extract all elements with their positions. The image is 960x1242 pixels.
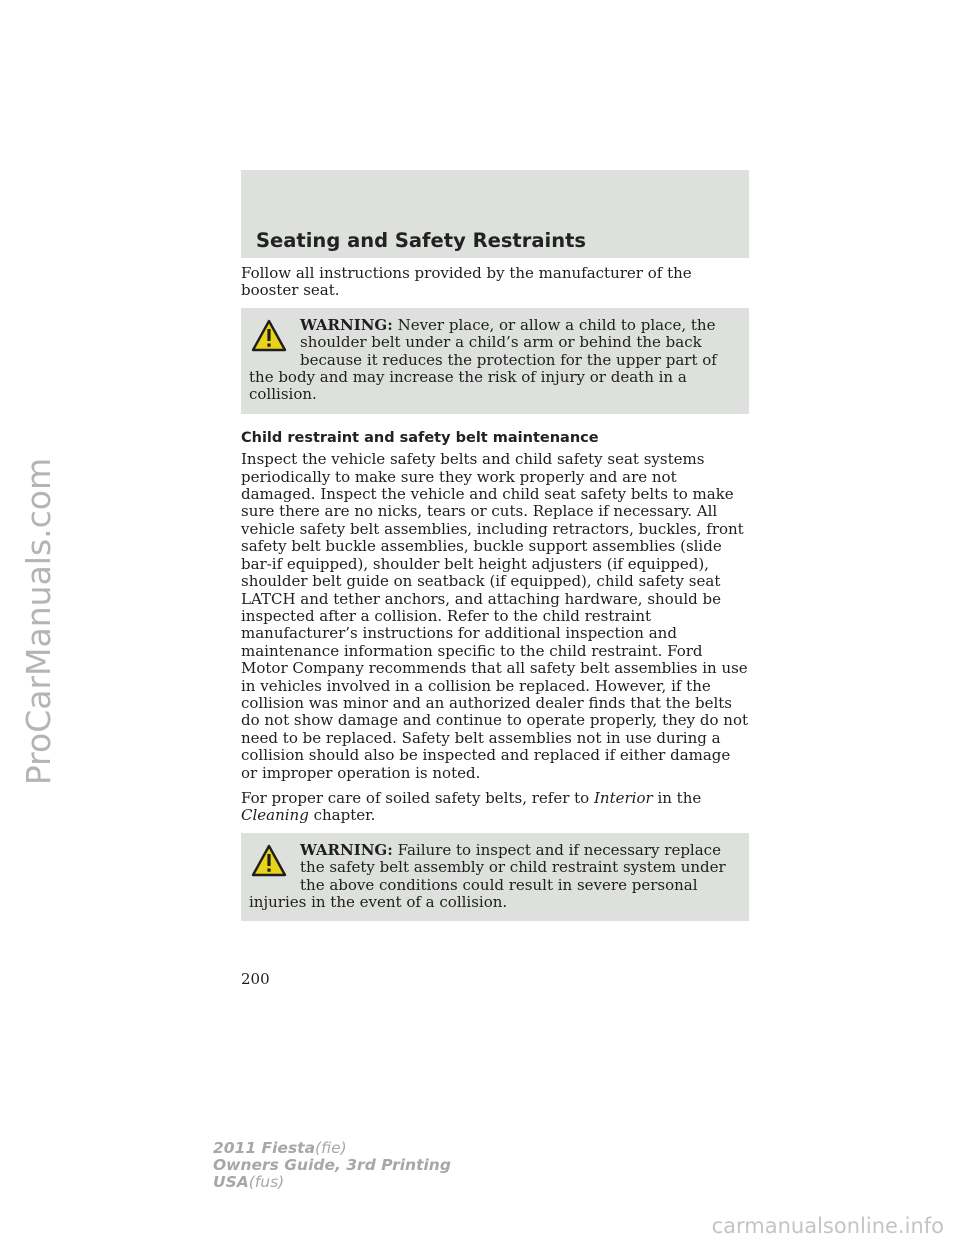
footer-market: USA: [213, 1173, 249, 1191]
footer-imprint: [213, 1140, 451, 1191]
warning-box-1: [241, 308, 749, 414]
care-mid: in the: [657, 788, 702, 807]
page-title: Seating and Safety Restraints: [256, 229, 587, 252]
section-heading: Child restraint and safety belt maintenance: [241, 429, 599, 446]
maintenance-paragraph: Inspect the vehicle safety belts and child safety seat systems periodically to make sure they work properly and are not damaged. Inspect the vehicle and child seat safety belts to make sure there are no nicks, tears or cuts. Replace if necessary. All vehicle safety belt assemblies, including retractors, buckles, front safety belt buckle assemblies, buckle support assemblies (slide bar-if equipped), shoulder belt height adjusters (if equipped), shoulder belt guide on seatback (if equipped), child safety seat LATCH and tether anchors, and attaching hardware, should be inspected after a collision. Refer to the child restraint manufacturer’s instructions for additional inspection and maintenance information specific to the child restraint. Ford Motor Company recommends that all safety belt assemblies in use in vehicles involved in a collision be replaced. However, if the collision was minor and an authorized dealer finds that the belts do not show damage and continue to operate properly, they do not need to be replaced. Safety belt assemblies not in use during a collision should also be inspected and replaced if either damage or improper operation is noted.: [241, 450, 749, 782]
footer-model-code: (fie): [315, 1139, 347, 1157]
side-watermark: [14, 0, 64, 1242]
page-content: [241, 265, 749, 937]
care-paragraph: [241, 790, 749, 825]
care-prefix: For proper care of soiled safety belts, refer to: [241, 788, 590, 807]
footer-model: 2011 Fiesta: [213, 1139, 316, 1157]
warning-text: Never place, or allow a child to place, the shoulder belt under a child’s arm or behind the back because it reduces the protection for the upper part of the body and may increase the risk of injury or death in a collision.: [249, 315, 717, 404]
side-watermark-text: ProCarManuals.com: [19, 457, 59, 785]
warning-text: Failure to inspect and if necessary replace the safety belt assembly or child restraint system under the above conditions could result in severe personal injuries in the event of a collision.: [249, 840, 726, 911]
page-number: 200: [241, 970, 270, 988]
interior-reference: Interior: [594, 788, 653, 807]
cleaning-reference: Cleaning: [241, 806, 309, 825]
footer-edition: Owners Guide, 3rd Printing: [213, 1156, 451, 1174]
bottom-watermark: carmanualsonline.info: [711, 1214, 944, 1238]
footer-market-code: (fus): [248, 1173, 285, 1191]
warning-label: WARNING:: [300, 840, 393, 859]
care-suffix: chapter.: [313, 806, 376, 825]
warning-triangle-icon: [251, 319, 287, 353]
warning-label: WARNING:: [300, 315, 393, 334]
warning-box-2: [241, 833, 749, 922]
warning-triangle-icon: [251, 844, 287, 878]
section-header-band: [241, 170, 749, 258]
intro-paragraph: Follow all instructions provided by the manufacturer of the booster seat.: [241, 264, 692, 300]
